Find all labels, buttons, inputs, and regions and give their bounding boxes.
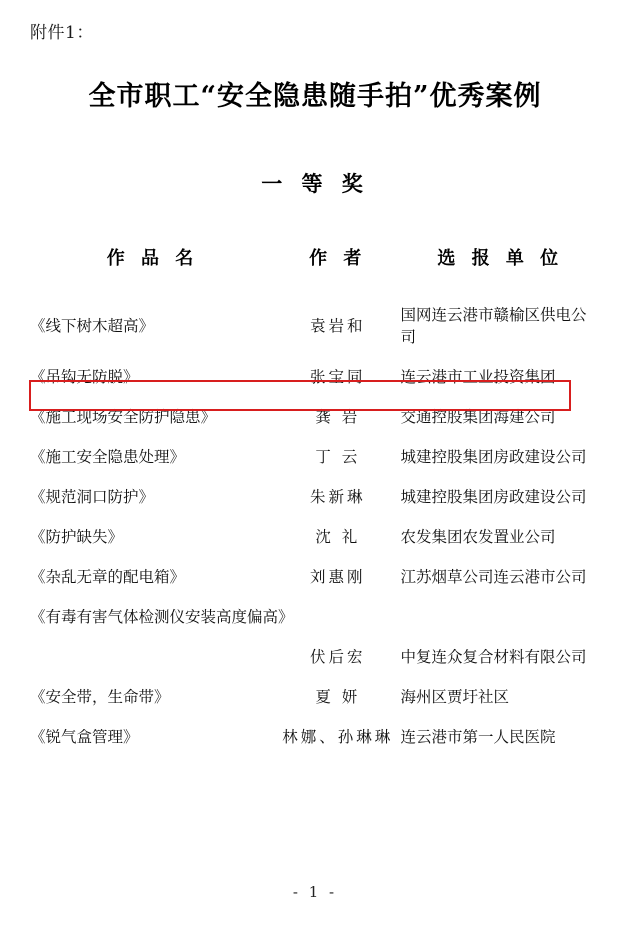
cell-unit: 交通控股集团海建公司	[400, 408, 556, 426]
cell-work: 《施工安全隐患处理》	[30, 448, 186, 466]
cell-unit: 城建控股集团房政建设公司	[400, 448, 587, 466]
cell-unit: 国网连云港市赣榆区供电公司	[400, 306, 587, 346]
table-row	[30, 716, 600, 756]
cell-work: 《有毒有害气体检测仪安装高度偏高》	[30, 608, 294, 626]
column-header-work: 作 品 名	[106, 248, 199, 269]
cell-work: 《锐气盒管理》	[30, 728, 139, 746]
awards-table-body	[30, 294, 600, 756]
table-header-row	[30, 238, 600, 294]
cell-work: 《防护缺失》	[30, 528, 124, 546]
cell-author: 沈 礼	[315, 528, 361, 546]
cell-unit: 连云港市第一人民医院	[400, 728, 556, 746]
award-level-heading: 一 等 奖	[261, 171, 369, 196]
awards-table-container	[30, 238, 600, 756]
table-row	[30, 556, 600, 596]
cell-work	[30, 636, 275, 676]
cell-author: 夏 妍	[315, 688, 361, 706]
cell-author: 刘惠刚	[310, 568, 366, 586]
table-row	[30, 436, 600, 476]
page-number: - 1 -	[292, 883, 338, 901]
column-header-author: 作 者	[309, 248, 367, 269]
cell-unit: 海州区贾圩社区	[400, 688, 509, 706]
cell-author: 林娜、孙琳琳	[282, 728, 394, 746]
cell-unit	[400, 596, 600, 636]
table-row	[30, 596, 600, 636]
table-row	[30, 356, 600, 396]
cell-unit: 江苏烟草公司连云港市公司	[400, 568, 587, 586]
cell-author: 张宝同	[310, 368, 366, 386]
cell-unit: 中复连众复合材料有限公司	[400, 648, 587, 666]
cell-work: 《吊钩无防脱》	[30, 368, 139, 386]
awards-table	[30, 238, 600, 756]
table-row	[30, 636, 600, 676]
cell-work: 《线下树木超高》	[30, 317, 155, 335]
cell-unit: 城建控股集团房政建设公司	[400, 488, 587, 506]
cell-author: 袁岩和	[310, 317, 366, 335]
table-row	[30, 476, 600, 516]
table-row	[30, 294, 600, 356]
table-row	[30, 516, 600, 556]
cell-unit: 农发集团农发置业公司	[400, 528, 556, 546]
cell-unit: 连云港市工业投资集团	[400, 368, 556, 386]
cell-author: 龚 岩	[315, 408, 361, 426]
page-title: 全市职工“安全隐患随手拍”优秀案例	[88, 81, 542, 112]
cell-work: 《杂乱无章的配电箱》	[30, 568, 186, 586]
column-header-unit: 选 报 单 位	[437, 248, 564, 269]
cell-work: 《规范洞口防护》	[30, 488, 155, 506]
cell-author: 伏后宏	[310, 648, 366, 666]
cell-work: 《施工现场安全防护隐患》	[30, 408, 217, 426]
cell-work: 《安全带，生命带》	[30, 688, 170, 706]
table-row	[30, 676, 600, 716]
attachment-label: 附件1：	[30, 23, 94, 43]
cell-author: 朱新琳	[310, 488, 366, 506]
table-row-highlighted	[30, 396, 600, 436]
cell-author: 丁 云	[315, 448, 361, 466]
